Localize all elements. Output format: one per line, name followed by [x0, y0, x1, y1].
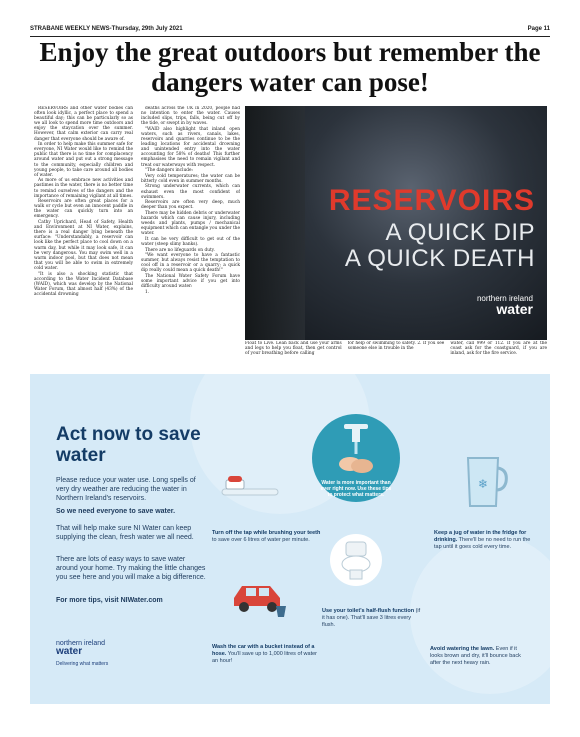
- photo-subtitle-2: A QUICK DEATH: [344, 245, 535, 272]
- article-paragraph: Reservoirs are often very deep, much deeper than you expect.: [141, 200, 240, 211]
- strip-column-2: for help or swimming to safety. 2. If you see someone else in trouble in the: [347, 341, 445, 352]
- article-paragraph: deaths across the UK in 2020, people had no intention to enter the water. Causes included slips, trips, falls, being cut off by the tide, or swept in by waves.: [141, 106, 240, 127]
- car-icon: [230, 574, 288, 618]
- tip-lawn: Avoid watering the lawn. Even if it looks brown and dry, it'll bounce back after the next heavy rain.: [430, 646, 521, 666]
- rock-shadow: [245, 106, 305, 340]
- article-paragraph: "It is also a shocking statistic that according to the Water Incident Database (WAID), which was develop by the National Water Forum, that almost half (43%) of the accidental drowning: [34, 271, 133, 297]
- page-number: Page 11: [527, 26, 550, 32]
- ad-para: That will help make sure NI Water can keep supplying the clean, fresh water we all need.: [56, 525, 194, 541]
- ni-water-logo: northern ireland water: [476, 294, 533, 317]
- article-paragraph: 1.: [145, 289, 150, 295]
- ad-callout: So we need everyone to save water.: [56, 508, 176, 515]
- article-paragraph: There are no lifeguards on duty.: [145, 247, 215, 253]
- article-paragraph: Strong underwater currents, which can exhaust even the most confident of swimmers.: [141, 184, 240, 200]
- ad-intro: Please reduce your water use. Long spells of very dry weather are reducing the water in Northern Ireland's reservoirs.: [56, 477, 196, 502]
- article-column-1: [34, 106, 133, 361]
- reservoir-photo: [245, 106, 547, 340]
- article-paragraph: Very cold temperatures; the water can be bitterly cold even in summer months.: [141, 173, 240, 184]
- article-paragraph: It can be very difficult to get out of the water (steep slimy banks).: [141, 236, 240, 247]
- article-paragraph: As more of us embrace new activities and pastimes in the water, there is no better time to remind ourselves of the dangers and the importance of remaining vigilant at all times.: [34, 178, 133, 199]
- article-paragraph: The National Water Safety Forum have some important advice if you get into difficulty around water:: [141, 274, 240, 290]
- photo-title: RESERVOIRS: [328, 184, 535, 217]
- svg-text:❄: ❄: [477, 477, 489, 491]
- article-column-2: [141, 106, 240, 361]
- strip-column-1: Float to Live. Lean back and use your arms and legs to help you float, then get control of your breathing before calling: [245, 341, 342, 357]
- masthead-date: STRABANE WEEKLY NEWS-Thursday, 29th July 2021: [30, 26, 183, 32]
- ad-para-2: There are lots of easy ways to save water around your home. Try making the little changes you see here and you will make a big difference.: [56, 556, 206, 581]
- save-water-advert: [30, 374, 550, 704]
- ni-water-logo: northern ireland water Delivering what matters: [56, 640, 109, 667]
- article-paragraph: RESERVOIRS and other water bodies can often look idyllic, a perfect place to spend a beautiful day; this can be particularly so as we all look to spend more time outdoors and enjoy the staycation over the summer. However, that calm exterior can carry real danger that everyone should be aware of.: [34, 106, 133, 142]
- article-continuation: [245, 341, 547, 366]
- strip-column-3: water, call 999 or 112. If you are at the coast ask for the coastguard, if you are inland, ask for the fire service.: [450, 341, 548, 357]
- photo-subtitle-1: A QUICK DIP: [385, 219, 535, 246]
- article-paragraph: In order to help make this summer safe for everyone, NI Water would like to remind the public that there is no time for complacency around water and put out a strong message to the community, especially children and young people, to take care around all bodies of water.: [34, 142, 133, 178]
- tip-toilet: Use your toilet's half-flush function (if it has one). That'll save 3 litres every flush.: [322, 608, 421, 628]
- tip-brushing: Turn off the tap while brushing your teeth to save over 6 litres of water per minute.: [212, 530, 321, 543]
- ad-title: Act now to save water: [56, 424, 201, 466]
- headline: Enjoy the great outdoors but remember the dangers water can pose!: [39, 37, 541, 97]
- article-paragraph: "The dangers include:: [145, 168, 193, 174]
- article-paragraph: There may be hidden debris or underwater hazards which can cause injury, including weeds and plants, pumps / mechanical equipment which can entangle you under the water.: [141, 210, 240, 237]
- jug-icon: [460, 454, 510, 510]
- ad-link: For more tips, visit NIWater.com: [56, 597, 163, 604]
- article-paragraph: "WAID also highlight that inland open waters, such as rivers, canals, lakes, reservoirs and quarries continue to be the leading locations for accidental drowning and unintended entry into the water accounting for 58% of deaths! This further emphasises the need to remain vigilant and treat our waterways with respect.: [141, 126, 240, 168]
- article-columns: [34, 106, 240, 361]
- bubble-decoration: [410, 534, 550, 694]
- article-paragraph: Cathy Uprichard, Head of Safety, Health and Environment at NI Water, explains, there is a real danger lying beneath the surface: "Understandably, a reservoir can look like the perfect place to cool down on a warm day, but while it may look safe, it can be very dangerous. You may swim well in a warm indoor pool, but that does not mean that you will be able to swim in extremely cold water.: [34, 220, 133, 271]
- circle-message: Water is more important than ever right now. Use these tips to protect what matters.: [320, 480, 392, 498]
- tip-jug: Keep a jug of water in the fridge for drinking. There'll be no need to run the tap until it goes cold every time.: [434, 530, 531, 550]
- masthead: [30, 26, 550, 37]
- tip-car: Wash the car with a bucket instead of a hose. You'll save up to 1,000 litres of water an hour!: [212, 644, 318, 664]
- article-paragraph: Reservoirs are often great places for a walk or cycle but even an innocent paddle in the water can quickly turn into an emergency.: [34, 199, 133, 220]
- toothbrush-icon: [220, 474, 280, 504]
- article-paragraph: "We want everyone to have a fantastic summer, but always resist the temptation to cool off in a reservoir or a quarry; a quick dip really could mean a quick death!": [141, 253, 240, 274]
- toilet-icon: [330, 534, 382, 586]
